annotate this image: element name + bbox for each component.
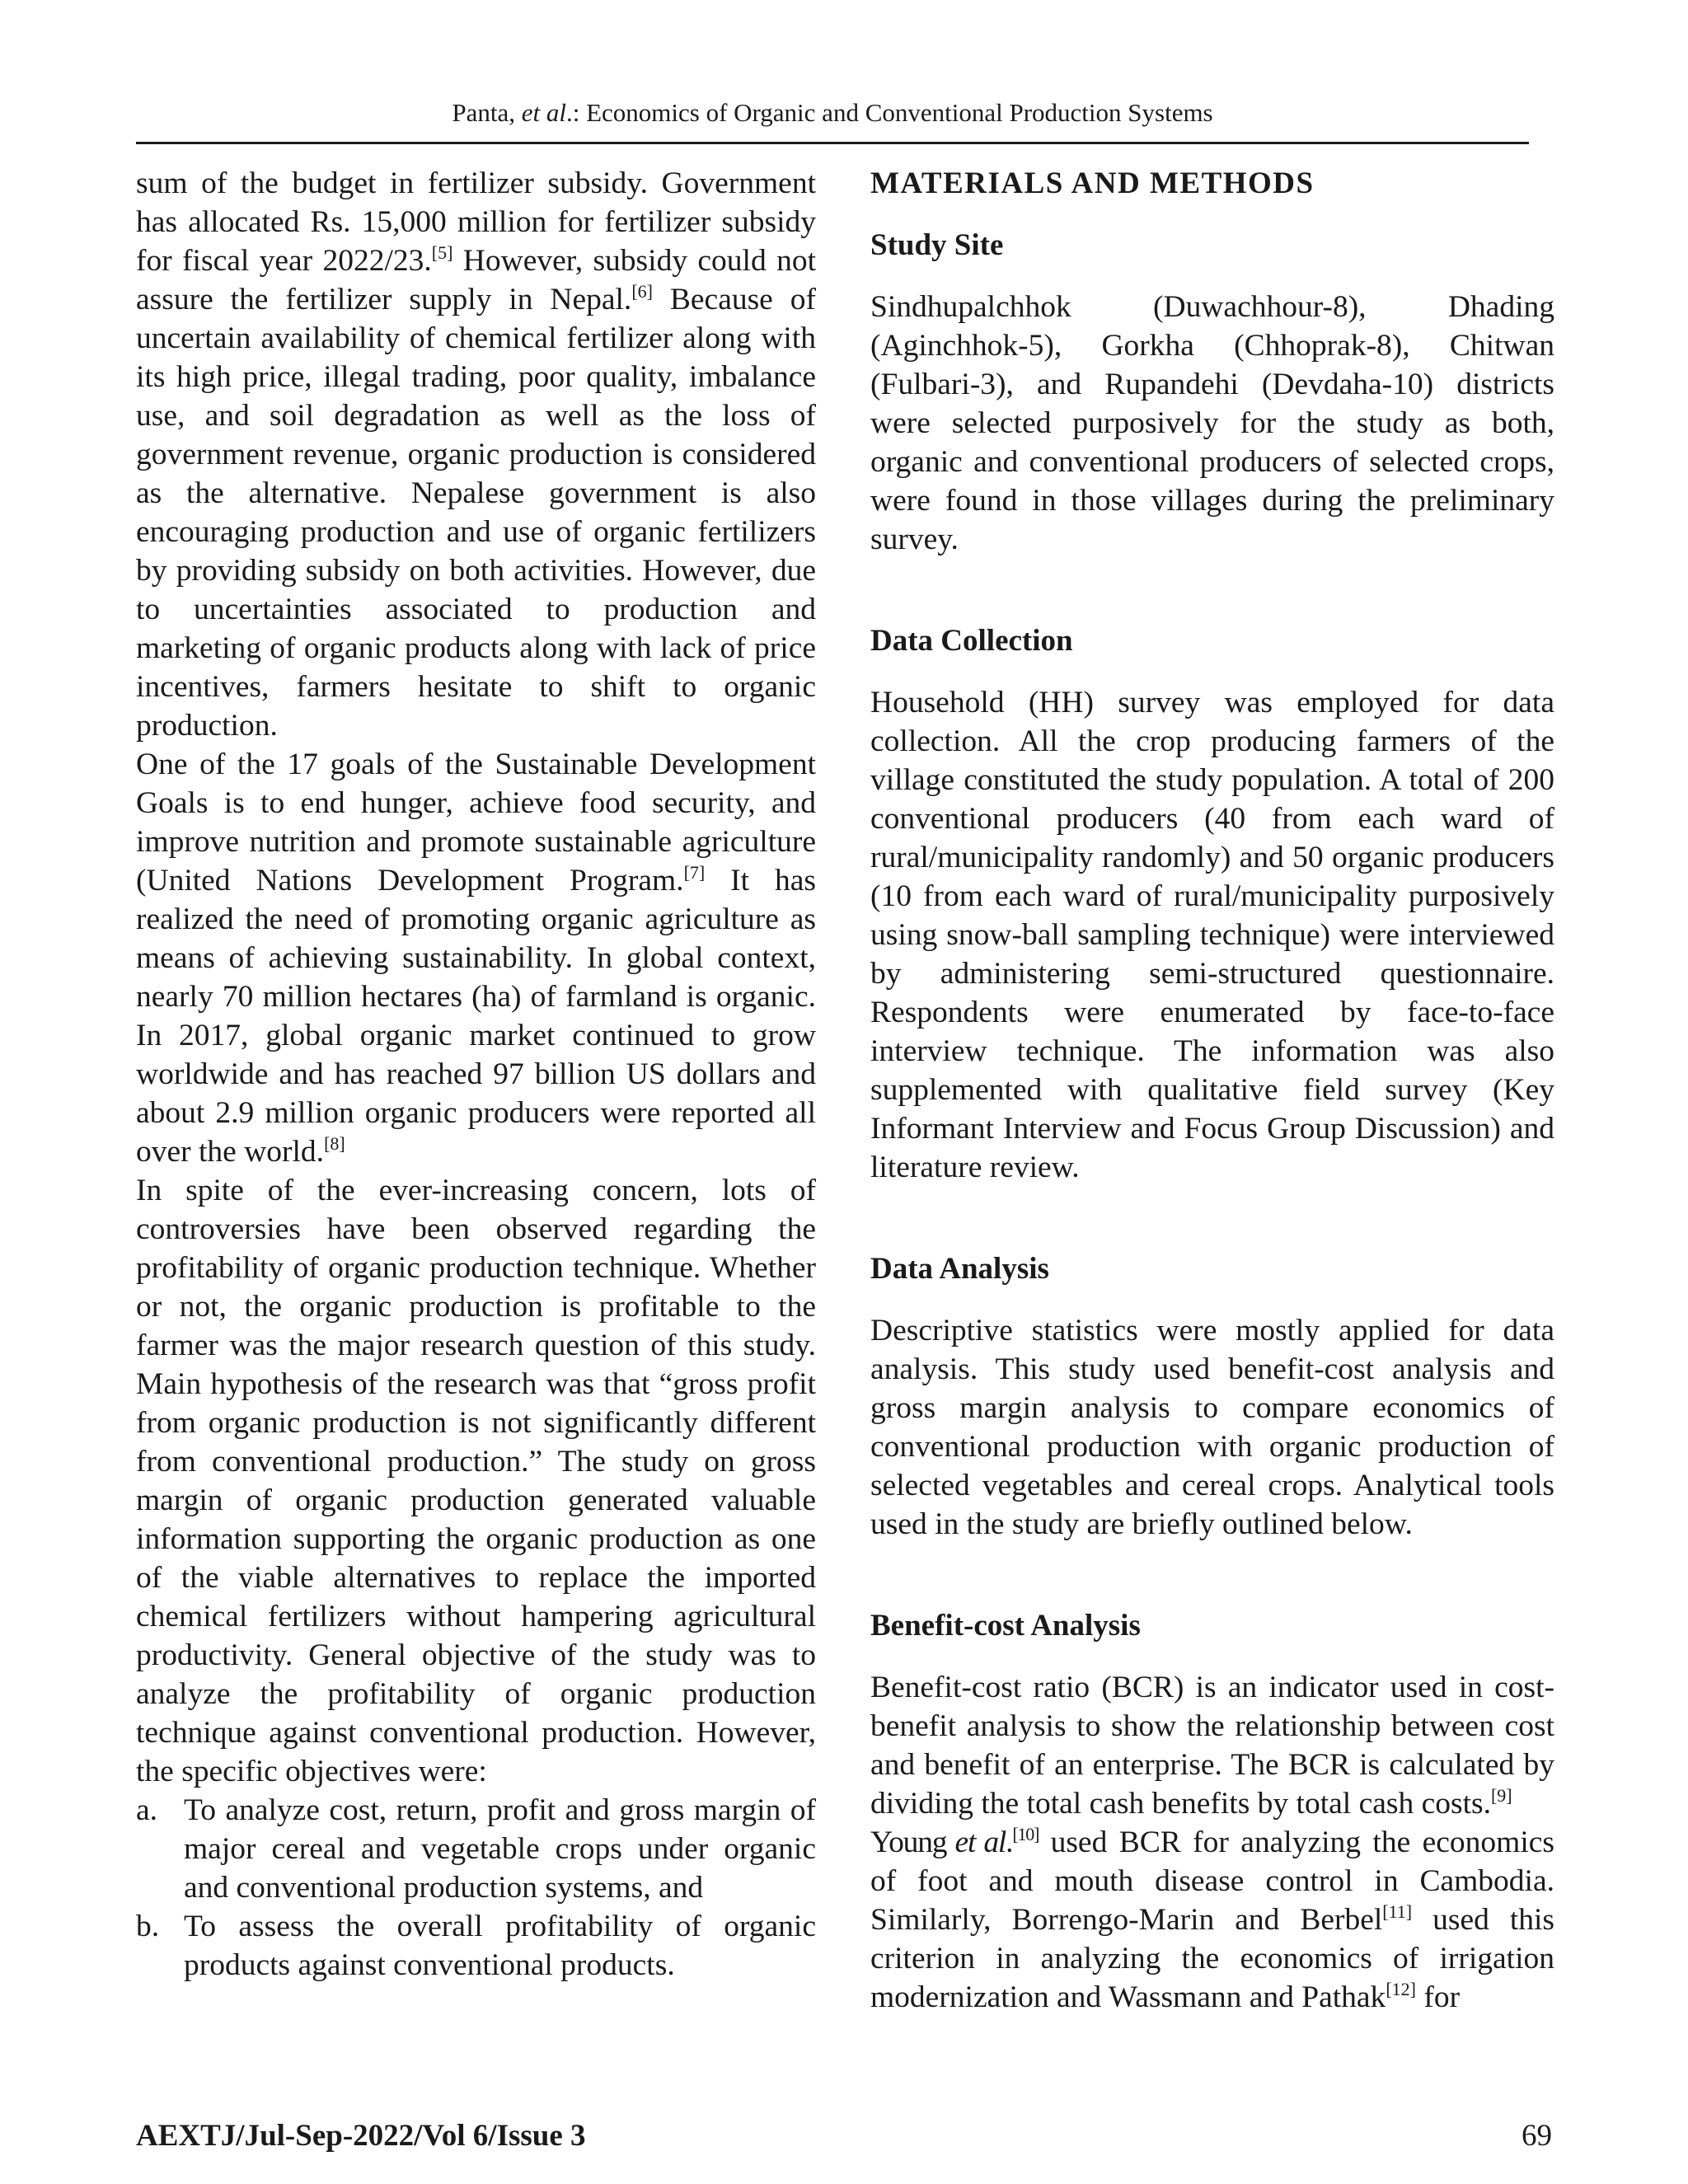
running-head xyxy=(136,96,1529,129)
text-span: sum of the budget in fertilizer subsidy. Government has allocated Rs. 15,000 million for fertilizer subsidy for fiscal year 2022/23. xyxy=(136,166,816,278)
benefit-cost-paragraph-1 xyxy=(870,1668,1554,1823)
text-span: Because of uncertain availability of chemical fertilizer along with its high price, illegal trading, poor quality, imbalance use, and soil degradation as well as the loss of government revenue, organic production is considered as the alternative. Nepalese government is also encouraging production and use of organic fertilizers by providing subsidy on both activities. However, due to uncertainties associated to production and marketing of organic products along with lack of price incentives, farmers hesitate to shift to organic production. xyxy=(136,283,816,743)
list-item xyxy=(136,1907,816,1985)
citation-ref: [11] xyxy=(1382,1901,1413,1922)
citation-ref: [10] xyxy=(1012,1824,1039,1844)
text-span: used this criterion in analyzing the economics of irrigation modernization and Wassmann and Pathak xyxy=(870,1903,1554,2014)
list-marker: a. xyxy=(136,1793,158,1827)
page-number: 69 xyxy=(1522,2119,1552,2153)
citation-ref: [12] xyxy=(1386,1979,1416,1999)
text-span: for xyxy=(1415,1980,1461,2014)
left-paragraph-2 xyxy=(136,745,816,1171)
header-rule xyxy=(136,142,1529,144)
citation-ref: [8] xyxy=(324,1133,345,1154)
text-span: It has realized the need of promoting organic agriculture as means of achieving sustainability. In global context, nearly 70 million hectares (ha) of farmland is organic. In 2017, global organic market continued to grow worldwide and has reached 97 billion US dollars and about 2.9 million organic producers were reported all over the world. xyxy=(136,864,816,1169)
list-marker: b. xyxy=(136,1910,160,1943)
left-paragraph-1 xyxy=(136,164,816,745)
journal-footer: AEXTJ/Jul-Sep-2022/Vol 6/Issue 3 xyxy=(136,2119,586,2153)
left-column xyxy=(136,164,816,1985)
citation-ref: [6] xyxy=(631,281,653,302)
subsection-heading-benefit-cost: Benefit-cost Analysis xyxy=(870,1609,1141,1643)
citation-ref: [5] xyxy=(431,242,453,263)
running-head-title: .: Economics of Organic and Conventional Production Systems xyxy=(565,98,1213,127)
list-item-text: To assess the overall profitability of organic products against conventional products. xyxy=(184,1910,816,1982)
study-site-paragraph: Sindhupalchhok (Duwachhour-8), Dhading (Aginchhok-5), Gorkha (Chhoprak-8), Chitwan (Fulbari-3), and Rupandehi (Devdaha-10) districts were selected purposively for the study as both, organic and conventional producers of selected crops, were found in those villages during the preliminary survey. xyxy=(870,290,1554,556)
text-span: One of the 17 goals of the Sustainable Development Goals is to end hunger, achieve food security, and improve nutrition and promote sustainable agriculture (United Nations Development Program. xyxy=(136,748,816,898)
running-head-etal: et al xyxy=(521,98,566,127)
subsection-heading-data-analysis: Data Analysis xyxy=(870,1252,1049,1286)
data-collection-paragraph: Household (HH) survey was employed for data collection. All the crop producing farmers of the village constituted the study population. A total of 200 conventional producers (40 from each ward of rural/municipality randomly) and 50 organic producers (10 from each ward of rural/municipality purposively using snow-ball sampling technique) were interviewed by administering semi-structured questionnaire. Respondents were enumerated by face-to-face interview technique. The information was also supplemented with qualitative field survey (Key Informant Interview and Focus Group Discussion) and literature review. xyxy=(870,686,1554,1184)
text-span: Benefit-cost ratio (BCR) is an indicator used in cost-benefit analysis to show the relationship between cost and benefit of an enterprise. The BCR is calculated by dividing the total cash benefits by total cash costs. xyxy=(870,1671,1554,1821)
etal-italic: et al xyxy=(954,1825,1006,1859)
left-paragraph-3: In spite of the ever-increasing concern, lots of controversies have been observed regarding the profitability of organic production technique. Whether or not, the organic production is profitable to the farmer was the major research question of this study. Main hypothesis of the research was that “gross profit from organic production is not significantly different from conventional production.” The study on gross margin of organic production generated valuable information supporting the organic production as one of the viable alternatives to replace the imported chemical fertilizers without hampering agricultural productivity. General objective of the study was to analyze the profitability of organic production technique against conventional production. However, the specific objectives were: xyxy=(136,1174,816,1788)
list-item xyxy=(136,1791,816,1907)
text-span: . xyxy=(1006,1825,1013,1859)
subsection-heading-data-collection: Data Collection xyxy=(870,624,1073,658)
right-column xyxy=(870,164,1554,2017)
text-span: Young xyxy=(870,1825,955,1859)
text-span xyxy=(870,1825,1039,1859)
text-span: However, subsidy could not assure the fertilizer supply in Nepal. xyxy=(136,244,816,316)
citation-ref: [7] xyxy=(683,862,706,883)
benefit-cost-paragraph-2 xyxy=(870,1823,1554,2017)
list-item-text: To analyze cost, return, profit and gross margin of major cereal and vegetable crops under organic and conventional production systems, and xyxy=(184,1793,816,1905)
running-head-authors: Panta, xyxy=(452,98,522,127)
citation-ref: [9] xyxy=(1490,1785,1512,1806)
subsection-heading-study-site: Study Site xyxy=(870,228,1004,262)
objectives-list xyxy=(136,1791,816,1985)
section-heading: MATERIALS AND METHODS xyxy=(870,166,1315,200)
data-analysis-paragraph: Descriptive statistics were mostly applied for data analysis. This study used benefit-cost analysis and gross margin analysis to compare economics of conventional production with organic production of selected vegetables and cereal crops. Analytical tools used in the study are briefly outlined below. xyxy=(870,1314,1554,1541)
text-span: used BCR for analyzing the economics of foot and mouth disease control in Cambodia. Similarly, Borrengo-Marin and Berbel xyxy=(870,1825,1554,1937)
